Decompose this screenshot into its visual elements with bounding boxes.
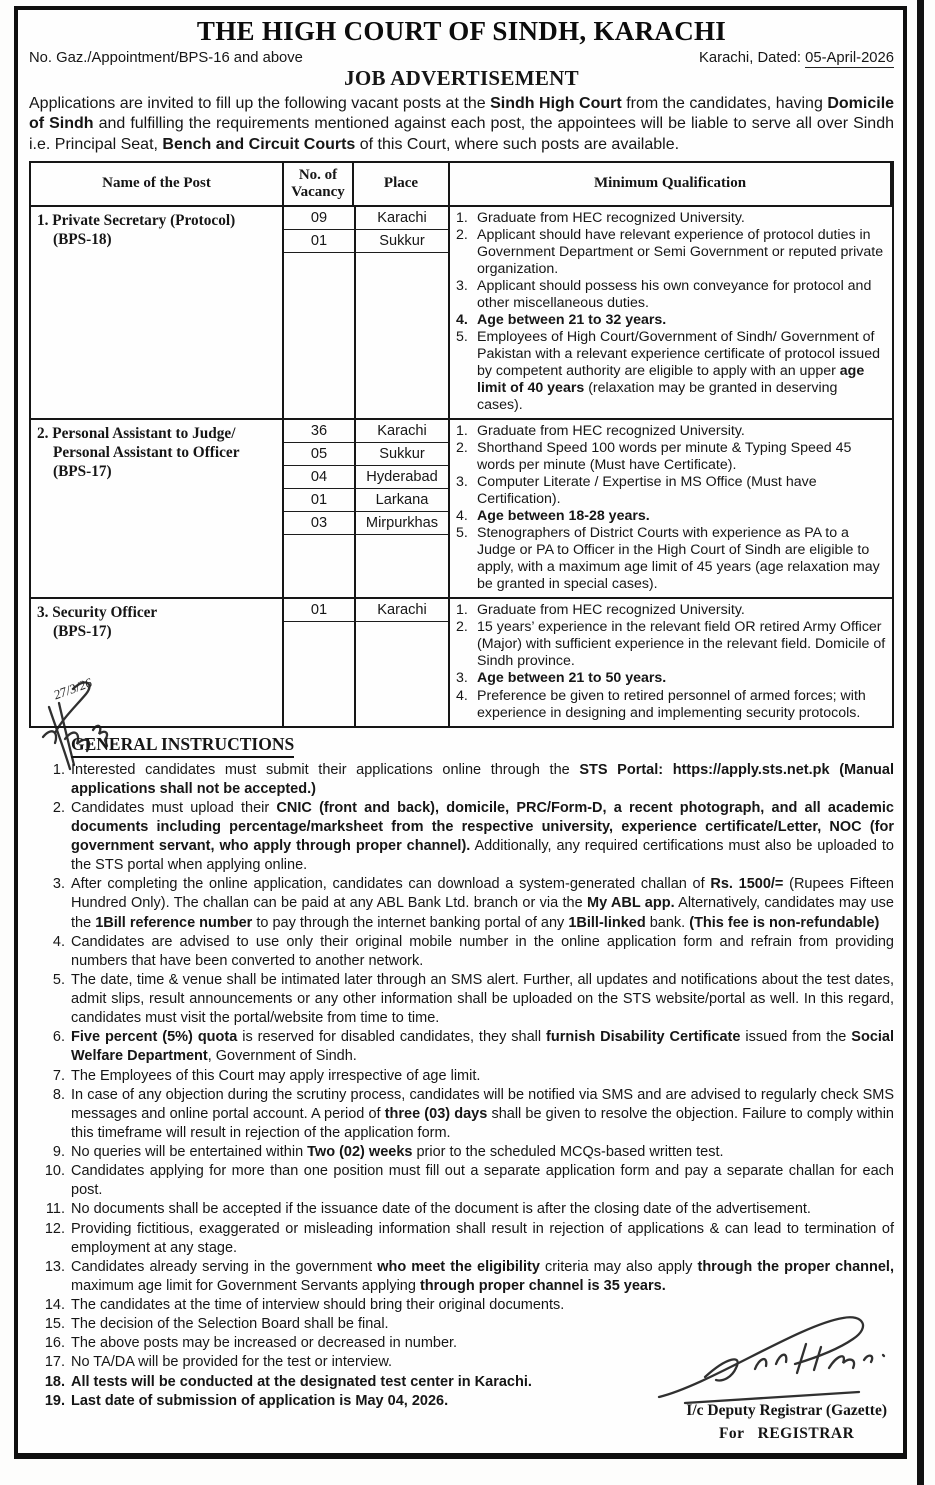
qualification-text: Shorthand Speed 100 words per minute & Typing Speed 45 words per minute (Must have Certificate).	[477, 440, 852, 474]
instructions-list	[29, 761, 894, 1411]
instruction-number: 9.	[52, 1144, 65, 1161]
qualification-text: Stenographers of District Courts with experience as PA to a Judge or PA to Officer in the High Court of Sindh are eligible to apply, with a maximum age limit of 45 years (age relaxation may be granted in special cases).	[477, 525, 880, 593]
qualification-text: 15 years’ experience in the relevant field OR retired Army Officer (Major) with sufficient experience in the relevant field. Domicile of Sindh province.	[477, 619, 886, 670]
qualification-text: Applicant should possess his own conveyance for protocol and other miscellaneous duties.	[477, 277, 872, 311]
qualification-list	[450, 207, 892, 420]
vacancy-place: Mirpurkhas	[365, 515, 439, 532]
instruction-item	[29, 1353, 894, 1372]
instructions-heading	[71, 734, 894, 758]
qualification-number: 2.	[456, 619, 468, 636]
vacancy-filler-place	[356, 535, 448, 597]
reference-number: No. Gaz./Appointment/BPS-16 and above	[29, 50, 303, 67]
instruction-item	[29, 1315, 894, 1334]
qualification-text: Graduate from HEC recognized University.	[477, 423, 745, 440]
vacancy-filler-place	[356, 253, 448, 418]
qualification-number: 1.	[456, 209, 468, 226]
post-cell	[31, 420, 284, 599]
instruction-number: 8.	[52, 1086, 65, 1103]
instruction-text: Candidates applying for more than one position must fill out a separate application form and pay a separate challan for each post.	[71, 1163, 894, 1199]
col-header-qualification: Minimum Qualification	[450, 163, 892, 207]
signature-scribble-icon	[33, 673, 153, 793]
col-header-vacancy: No. of Vacancy	[284, 163, 354, 207]
vacancy-count: 01	[284, 489, 356, 511]
qualification-number: 1.	[456, 423, 468, 440]
instruction-item	[29, 1258, 894, 1296]
vacancy-place: Karachi	[377, 423, 427, 440]
instruction-number: 6.	[52, 1029, 65, 1046]
instruction-text: After completing the online application, candidates can download a system-generated challan of Rs. 1500/= (Rupees Fifteen Hundred Only). The challan can be paid at any ABL Bank Ltd. branch or via the My ABL app. Alternatively, candidates may use the 1Bill reference number to pay through the internet banking portal of any 1Bill-linked bank. (This fee is non-refundable)	[71, 876, 894, 931]
vacancy-row	[284, 207, 448, 230]
vacancy-place: Hyderabad	[366, 469, 438, 486]
qualification-item	[456, 474, 887, 508]
posts-table	[29, 161, 894, 728]
instruction-item	[29, 761, 894, 799]
vacancy-filler	[284, 253, 448, 418]
instructions-heading-text: GENERAL INSTRUCTIONS	[71, 734, 294, 758]
instruction-text: The candidates at the time of interview should bring their original documents.	[71, 1297, 565, 1314]
instruction-text: No queries will be entertained within Two (02) weeks prior to the scheduled MCQs-based written test.	[71, 1144, 724, 1161]
col-header-post: Name of the Post	[31, 163, 284, 207]
vacancy-count: 04	[284, 466, 356, 488]
instruction-number: 15.	[44, 1316, 65, 1333]
post-name-line: (BPS-17)	[53, 463, 112, 481]
vacancy-count: 36	[284, 420, 356, 442]
col-header-place: Place	[354, 163, 450, 207]
instruction-text: All tests will be conducted at the designated test center in Karachi.	[71, 1373, 532, 1390]
instruction-item	[29, 799, 894, 876]
instruction-number: 19.	[44, 1392, 65, 1409]
instruction-text: No TA/DA will be provided for the test or interview.	[71, 1354, 393, 1371]
qualification-number: 3.	[456, 277, 468, 294]
instruction-number: 18.	[44, 1373, 65, 1390]
signature-date-note: 27/3/26	[51, 675, 94, 703]
vacancy-filler-count	[284, 622, 356, 725]
qualification-item	[456, 329, 887, 414]
instruction-text: The Employees of this Court may apply irrespective of age limit.	[71, 1067, 481, 1084]
vacancy-count: 01	[284, 230, 356, 252]
signatory-title: I/c Deputy Registrar (Gazette)	[686, 1402, 887, 1420]
qualification-text: Age between 21 to 50 years.	[477, 670, 667, 687]
vacancy-place: Sukkur	[379, 232, 425, 249]
instruction-item	[29, 1143, 894, 1162]
vacancy-row	[284, 420, 448, 443]
qualification-item	[456, 670, 887, 687]
vacancy-count: 09	[284, 207, 356, 229]
instruction-text: Last date of submission of application is May 04, 2026.	[71, 1392, 449, 1409]
instruction-text: Providing fictitious, exaggerated or misleading information shall result in rejection of applications & can lead to termination of employment at any stage.	[71, 1220, 894, 1256]
instruction-item	[29, 1296, 894, 1315]
vacancy-filler-count	[284, 253, 356, 418]
post-cell	[31, 599, 284, 725]
post-name-line: 2. Personal Assistant to Judge/	[37, 425, 236, 443]
page-title: THE HIGH COURT OF SINDH, KARACHI	[196, 16, 727, 46]
dateline-date: 05-April-2026	[805, 50, 894, 67]
instruction-text: The decision of the Selection Board shall be final.	[71, 1316, 389, 1333]
instruction-text: In case of any objection during the scrutiny process, candidates will be notified via SMS and are advised to regularly check SMS messages and online portal account. A period of three (03) days shall be given to resolve the objection. Failure to comply within this timeframe will result in rejection of the application form.	[71, 1086, 894, 1141]
instruction-item	[29, 1373, 894, 1392]
post-name-line: Personal Assistant to Officer	[53, 444, 240, 462]
vacancy-row	[284, 230, 448, 253]
instruction-item	[29, 933, 894, 971]
vacancy-place-cell	[284, 207, 450, 420]
post-name-line: 3. Security Officer	[37, 604, 158, 622]
qualification-item	[456, 278, 887, 312]
instruction-item	[29, 875, 894, 932]
post-name-line: 1. Private Secretary (Protocol)	[37, 211, 236, 229]
ad-heading: JOB ADVERTISEMENT	[344, 66, 579, 91]
vacancy-place: Karachi	[377, 209, 427, 226]
vacancy-place: Karachi	[377, 602, 427, 619]
qualification-number: 2.	[456, 226, 468, 243]
qualification-number: 4.	[456, 508, 468, 525]
qualification-item	[456, 440, 887, 474]
post-cell	[31, 207, 284, 420]
instruction-text: Five percent (5%) quota is reserved for disabled candidates, they shall furnish Disability Certificate issued from the Social Welfare Department, Government of Sindh.	[71, 1029, 895, 1065]
instruction-item	[29, 1220, 894, 1258]
instruction-number: 14.	[44, 1297, 65, 1314]
qualification-text: Computer Literate / Expertise in MS Office (Must have Certification).	[477, 474, 817, 508]
signatory-for-line: For REGISTRAR	[718, 1424, 855, 1442]
qualification-number: 5.	[456, 525, 468, 542]
post-name-line: (BPS-17)	[53, 623, 112, 641]
instruction-item	[29, 1067, 894, 1086]
instruction-item	[29, 1028, 894, 1066]
instruction-number: 13.	[44, 1258, 65, 1275]
qualification-item	[456, 602, 887, 619]
qualification-item	[456, 312, 887, 329]
vacancy-place: Larkana	[375, 492, 429, 509]
instruction-item	[29, 1200, 894, 1219]
reference-row	[29, 50, 894, 66]
vacancy-count: 05	[284, 443, 356, 465]
dateline	[699, 50, 894, 66]
post-name	[37, 211, 278, 249]
vacancy-place-cell	[284, 420, 450, 599]
qualification-text: Age between 18-28 years.	[477, 508, 650, 525]
vacancy-row	[284, 489, 448, 512]
qualification-number: 4.	[456, 687, 468, 704]
vacancy-row	[284, 443, 448, 466]
qualification-item	[456, 210, 887, 227]
qualification-item	[456, 619, 887, 670]
qualification-number: 3.	[456, 474, 468, 491]
qualification-list	[450, 599, 892, 725]
qualification-text: Graduate from HEC recognized University.	[477, 209, 745, 226]
qualification-number: 5.	[456, 328, 468, 345]
instruction-item	[29, 971, 894, 1028]
vacancy-place-cell	[284, 599, 450, 725]
instruction-number: 1.	[52, 761, 65, 778]
vacancy-count: 01	[284, 599, 356, 621]
qualification-number: 4.	[456, 311, 468, 328]
instruction-text: The above posts may be increased or decreased in number.	[71, 1335, 458, 1352]
dateline-label: Karachi, Dated:	[699, 50, 806, 67]
vacancy-count: 03	[284, 512, 356, 534]
qualification-item	[456, 688, 887, 722]
instruction-text: Interested candidates must submit their applications online through the STS Portal: https://apply.sts.net.pk (Manual applications shall not be accepted.)	[71, 761, 894, 797]
vacancy-place: Sukkur	[379, 446, 425, 463]
vacancy-filler-count	[284, 535, 356, 597]
qualification-item	[456, 227, 887, 278]
qualification-item	[456, 508, 887, 525]
instruction-number: 7.	[52, 1067, 65, 1084]
instruction-number: 10.	[44, 1163, 65, 1180]
instruction-text: Candidates must upload their CNIC (front and back), domicile, PRC/Form-D, a recent photograph, and all academic documents including percentage/marksheet from the respective university, experience certificate/Letter, NOC (for government servant, who apply through proper channel). Additionally, any required certifications must also be uploaded to the STS portal when applying online.	[71, 799, 894, 874]
vacancy-filler	[284, 622, 448, 725]
qualification-item	[456, 525, 887, 593]
qualification-text: Preference be given to retired personnel of armed forces; with experience in designing and implementing security protocols.	[477, 687, 866, 721]
page-edge-strip	[917, 0, 924, 1485]
instruction-number: 3.	[52, 876, 65, 893]
instruction-text: Candidates already serving in the government who meet the eligibility criteria may also apply through the proper channel, maximum age limit for Government Servants applying through proper channel is 35 years.	[71, 1258, 894, 1294]
qualification-item	[456, 423, 887, 440]
intro-paragraph: Applications are invited to fill up the following vacant posts at the Sindh High Court from the candidates, having Domicile of Sindh and fulfilling the requirements mentioned against each post, the appointees will be liable to serve all over Sindh i.e. Principal Seat, Bench and Circuit Courts of this Court, where such posts are available.	[29, 95, 895, 153]
qualification-text: Applicant should have relevant experience of protocol duties in Government Department or Semi Government or reputed private organization.	[477, 226, 884, 277]
instruction-text: Candidates are advised to use only their original mobile number in the online application form and refrain from providing numbers that have been converted to another network.	[71, 933, 894, 969]
advertisement-frame	[14, 6, 907, 1459]
vacancy-filler-place	[356, 622, 448, 725]
qualification-text: Employees of High Court/Government of Sindh/ Government of Pakistan with a relevant experience certificate of protocol issued by competent authority are eligible to apply with an upper age limit of 40 years (relaxation may be granted in deserving cases).	[477, 328, 880, 414]
instruction-item	[29, 1162, 894, 1200]
post-name-line: (BPS-18)	[53, 230, 112, 248]
instruction-number: 2.	[52, 799, 65, 816]
instruction-text: No documents shall be accepted if the issuance date of the document is after the closing date of the advertisement.	[71, 1201, 811, 1218]
instruction-number: 5.	[52, 971, 65, 988]
instruction-number: 11.	[45, 1201, 65, 1218]
qualification-text: Graduate from HEC recognized University.	[477, 602, 745, 619]
qualification-list	[450, 420, 892, 599]
vacancy-filler	[284, 535, 448, 597]
instruction-number: 17.	[44, 1354, 65, 1371]
signatory-block	[686, 1400, 887, 1445]
instruction-item	[29, 1086, 894, 1143]
instruction-number: 16.	[44, 1335, 65, 1352]
post-name	[37, 603, 278, 641]
vacancy-row	[284, 599, 448, 622]
qualification-text: Age between 21 to 32 years.	[477, 311, 667, 328]
instruction-text: The date, time & venue shall be intimated later through an SMS alert. Further, all updates and notifications about the test dates, admit slips, result announcements or any other information shall be uploaded on the STS website/portal as well. In this regard, candidates must visit the portal/website from time to time.	[71, 971, 894, 1027]
post-name	[37, 424, 278, 481]
vacancy-row	[284, 512, 448, 535]
qualification-number: 2.	[456, 440, 468, 457]
vacancy-row	[284, 466, 448, 489]
instruction-item	[29, 1334, 894, 1353]
qualification-number: 3.	[456, 670, 468, 687]
qualification-number: 1.	[456, 602, 468, 619]
instruction-number: 12.	[44, 1220, 65, 1237]
instruction-number: 4.	[52, 933, 65, 950]
